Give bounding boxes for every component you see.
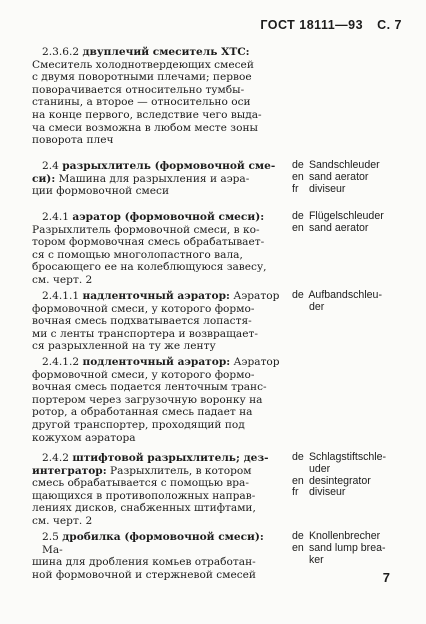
entry-line: Разрыхлитель, в котором [110, 464, 252, 477]
page-label: С. 7 [377, 18, 402, 32]
entry-line: шина для дробления комьев отработан- [32, 556, 256, 569]
entry-number: 2.4.2 [42, 452, 69, 464]
translations-2-5 [292, 531, 416, 566]
translation-en: en sand aerator [292, 170, 369, 183]
translations-2-4-1-1 [292, 290, 416, 314]
entry-term: дробилка (формовочной смеси): [62, 531, 264, 543]
entry-line: Машина для разрыхления и аэра- [58, 172, 250, 185]
entry-line: портером через загрузочную воронку на [32, 393, 263, 406]
translations-2-4-1 [292, 211, 416, 235]
entry-2-4 [32, 160, 282, 198]
entry-line: Аэратор [233, 356, 280, 368]
translations-2-4-2 [292, 452, 416, 499]
entry-line: тором формовочная смесь обрабатывает- [32, 236, 265, 249]
entry-line: поворачивается относительно тумбы- [32, 83, 245, 96]
entry-line: Аэратор [233, 290, 280, 302]
entry-2-4-1 [32, 211, 282, 287]
entry-term: аэратор (формовочной смеси): [72, 211, 265, 223]
translation-de: de Schlagstiftschle- [292, 451, 387, 463]
entry-line: формовочной смеси, у которого формо- [32, 368, 255, 381]
entry-term: разрыхлитель (формовочной сме- [62, 160, 276, 172]
translation-en: en desintegrator [292, 474, 371, 487]
entry-line: ми с ленты транспортера и возвращает- [32, 327, 258, 340]
entry-number: 2.4.1.1 [42, 290, 80, 302]
entry-term-cont: си): [32, 172, 56, 185]
page-footer-number: 7 [382, 570, 390, 585]
entry-line: см. черт. 2 [32, 514, 93, 527]
entry-line: с двумя поворотными плечами; первое [32, 71, 252, 84]
entry-2-3-6-2 [32, 46, 282, 147]
translation-fr: fr diviseur [292, 182, 346, 195]
translation-de: de Sandschleuder [292, 159, 380, 171]
entry-term: подленточный аэратор: [82, 356, 231, 368]
entry-line: ротор, а обработанная смесь падает на [32, 406, 253, 419]
translation-de: de Flügelschleuder [292, 210, 384, 222]
entry-term: надленточный аэратор: [82, 290, 230, 302]
entry-number: 2.4.1 [42, 211, 69, 223]
entry-line: ции формовочной смеси [32, 185, 170, 198]
entry-line: станины, а второе — относительно оси [32, 96, 251, 109]
page-header [250, 18, 402, 32]
entry-line: Ма- [42, 543, 63, 556]
translation-fr: fr diviseur [292, 486, 346, 499]
gost-number: ГОСТ 18111—93 [260, 18, 364, 32]
entry-term: двуплечий смеситель ХТС: [82, 46, 250, 58]
translation-de: de Aufbandschleu- [292, 289, 382, 301]
entry-2-4-1-1 [32, 290, 282, 353]
entry-2-4-1-2 [32, 356, 282, 444]
translations-2-4 [292, 160, 416, 195]
entry-line: Смеситель холоднотвердеющих смесей [32, 58, 254, 71]
entry-number: 2.4.1.2 [42, 356, 80, 368]
entry-line: бросающего ее на колеблющуюся завесу, [32, 261, 267, 274]
entry-number: 2.5 [42, 531, 59, 543]
translation-en: en sand lump brea- [292, 541, 386, 554]
entry-line: вочная смесь подхватывается лопастя- [32, 315, 252, 328]
entry-term-cont: интегратор: [32, 464, 107, 477]
entry-line: ся с помощью многолопастного вала, [32, 248, 243, 261]
entry-line: формовочной смеси, у которого формо- [32, 302, 255, 315]
translation-de-cont: der [308, 300, 325, 313]
entry-line: смесь обрабатывается с помощью вра- [32, 477, 249, 490]
entry-number: 2.3.6.2 [42, 46, 80, 58]
entry-line: ча смеси возможна в любом месте зоны [32, 121, 258, 134]
entry-number: 2.4 [42, 160, 59, 172]
entry-line: лениях дисков, снабженных штифтами, [32, 502, 256, 515]
entry-line: другой транспортер, проходящий под [32, 418, 245, 431]
entry-line: щающихся в противоположных направ- [32, 489, 256, 502]
entry-line: кожухом аэратора [32, 431, 136, 444]
entry-line: ся разрыхленной на ту же ленту [32, 340, 216, 353]
entry-2-4-2 [32, 452, 282, 528]
entry-line: Разрыхлитель формовочной смеси, в ко- [32, 223, 260, 236]
entry-line: см. черт. 2 [32, 273, 93, 286]
entry-line: вочная смесь подается ленточным транс- [32, 381, 267, 394]
entry-term: штифтовой разрыхлитель; дез- [72, 452, 269, 464]
translation-en-cont: ker [308, 553, 324, 566]
entry-line: поворота плеч [32, 134, 114, 147]
translation-de: de Knollenbrecher [292, 530, 381, 542]
entry-line: на конце первого, вследствие чего выда- [32, 108, 262, 121]
entry-line: ной формовочной и стержневой смесей [32, 568, 256, 581]
translation-de-cont: uder [308, 462, 331, 475]
translation-en: en sand aerator [292, 221, 369, 234]
entry-2-5 [32, 531, 282, 581]
